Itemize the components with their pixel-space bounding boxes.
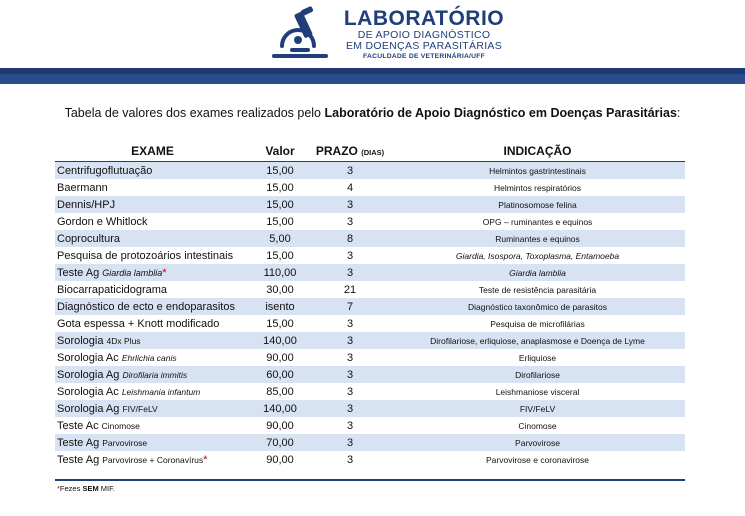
cell-prazo: 3: [310, 366, 390, 383]
cell-indicacao: Erliquiose: [390, 349, 685, 366]
header-indicacao: INDICAÇÃO: [390, 140, 685, 162]
cell-exame: [55, 417, 250, 434]
table-header-row: [55, 140, 685, 162]
table-row: [55, 434, 685, 451]
logo-subtitle-2: EM DOENÇAS PARASITÁRIAS: [345, 40, 503, 52]
table-row: [55, 264, 685, 281]
cell-indicacao: Leishmaniose visceral: [390, 383, 685, 400]
cell-valor: 15,00: [250, 247, 310, 264]
cell-prazo: 3: [310, 434, 390, 451]
exame-prefix: Teste Ag: [57, 436, 103, 449]
header-exame: EXAME: [55, 140, 250, 162]
cell-indicacao: Helmintos gastrintestinais: [390, 162, 685, 180]
cell-indicacao: FIV/FeLV: [390, 400, 685, 417]
exame-species: Leishmania infantum: [121, 386, 201, 397]
exame-prefix: Sorologia Ag: [57, 368, 123, 381]
microscope-icon: [268, 6, 332, 64]
exame-prefix: Teste Ag: [57, 266, 103, 279]
cell-valor: 15,00: [250, 179, 310, 196]
cell-valor: 15,00: [250, 213, 310, 230]
logo-text: [334, 8, 514, 61]
cell-valor: 90,00: [250, 417, 310, 434]
exame-prefix: Teste Ac: [57, 419, 102, 432]
cell-valor: 15,00: [250, 162, 310, 180]
table-row: [55, 332, 685, 349]
cell-valor: 60,00: [250, 366, 310, 383]
cell-exame: [55, 451, 250, 468]
exame-detail: Cinomose: [101, 420, 140, 431]
cell-indicacao: Teste de resistência parasitária: [390, 281, 685, 298]
cell-prazo: 3: [310, 383, 390, 400]
cell-indicacao: Platinosomose felina: [390, 196, 685, 213]
cell-indicacao: Dirofilariose: [390, 366, 685, 383]
exame-species: Dirofilaria immitis: [122, 369, 188, 380]
footnote-text-b: SEM: [82, 484, 99, 493]
cell-prazo: 3: [310, 332, 390, 349]
cell-valor: isento: [250, 298, 310, 315]
cell-valor: 90,00: [250, 451, 310, 468]
exame-footnote-mark: *: [162, 266, 167, 279]
cell-exame: [55, 264, 250, 281]
cell-valor: 70,00: [250, 434, 310, 451]
cell-valor: 90,00: [250, 349, 310, 366]
table-row: [55, 196, 685, 213]
table-row: [55, 162, 685, 180]
cell-exame: [55, 400, 250, 417]
table-row: [55, 281, 685, 298]
cell-valor: 30,00: [250, 281, 310, 298]
exame-detail: Parvovirose: [102, 437, 148, 448]
exame-footnote-mark: *: [203, 453, 208, 466]
table-row: [55, 315, 685, 332]
cell-exame: Baermann: [55, 179, 250, 196]
cell-prazo: 8: [310, 230, 390, 247]
cell-prazo: 3: [310, 213, 390, 230]
exame-prefix: Sorologia Ac: [57, 351, 122, 364]
cell-prazo: 3: [310, 162, 390, 180]
exame-detail: 4Dx Plus: [106, 335, 141, 346]
cell-exame: [55, 383, 250, 400]
cell-valor: 5,00: [250, 230, 310, 247]
table-row: [55, 298, 685, 315]
cell-exame: Biocarrapaticidograma: [55, 281, 250, 298]
cell-valor: 140,00: [250, 332, 310, 349]
intro-suffix: :: [676, 106, 681, 120]
intro-lab-name: Laboratório de Apoio Diagnóstico em Doenças Parasitárias: [324, 106, 677, 120]
footnote: [57, 484, 115, 493]
cell-indicacao: Diagnóstico taxonômico de parasitos: [390, 298, 685, 315]
footnote-text-c: MIF.: [98, 484, 115, 493]
header-valor: Valor: [250, 140, 310, 162]
exame-detail: FIV/FeLV: [122, 403, 158, 414]
exame-species: Giardia lamblia: [102, 267, 163, 278]
cell-exame: Gordon e Whitlock: [55, 213, 250, 230]
cell-prazo: 3: [310, 400, 390, 417]
header: [0, 0, 745, 68]
table-bottom-rule: [55, 479, 685, 481]
table-row: [55, 247, 685, 264]
exame-detail: Parvovirose + Coronavírus: [102, 454, 204, 465]
cell-exame: [55, 349, 250, 366]
logo-subtitle-1: DE APOIO DIAGNÓSTICO: [357, 29, 491, 41]
cell-valor: 15,00: [250, 196, 310, 213]
cell-prazo: 21: [310, 281, 390, 298]
cell-valor: 15,00: [250, 315, 310, 332]
header-prazo-unit: (DIAS): [361, 147, 385, 157]
exame-species: Ehrlichia canis: [121, 352, 177, 363]
cell-indicacao: Cinomose: [390, 417, 685, 434]
table-row: [55, 366, 685, 383]
cell-indicacao: Giardia lamblia: [390, 264, 685, 281]
cell-prazo: 3: [310, 264, 390, 281]
cell-prazo: 3: [310, 315, 390, 332]
exame-prefix: Sorologia Ac: [57, 385, 122, 398]
logo-title: LABORATÓRIO: [343, 7, 505, 30]
cell-exame: Coprocultura: [55, 230, 250, 247]
header-bar: [0, 74, 745, 84]
exame-prefix: Sorologia: [57, 334, 107, 347]
cell-exame: Diagnóstico de ecto e endoparasitos: [55, 298, 250, 315]
cell-exame: Centrifugoflutuação: [55, 162, 250, 180]
header-prazo: [310, 140, 390, 162]
cell-indicacao: Parvovirose e coronavirose: [390, 451, 685, 468]
cell-indicacao: Helmintos respiratórios: [390, 179, 685, 196]
cell-prazo: 3: [310, 417, 390, 434]
table-row: [55, 417, 685, 434]
cell-exame: [55, 332, 250, 349]
cell-prazo: 4: [310, 179, 390, 196]
table-row: [55, 179, 685, 196]
cell-exame: Dennis/HPJ: [55, 196, 250, 213]
exams-table: [55, 140, 685, 468]
cell-prazo: 3: [310, 451, 390, 468]
cell-prazo: 3: [310, 196, 390, 213]
cell-indicacao: Pesquisa de microfilárias: [390, 315, 685, 332]
cell-indicacao: Ruminantes e equinos: [390, 230, 685, 247]
cell-indicacao: OPG – ruminantes e equinos: [390, 213, 685, 230]
cell-exame: [55, 366, 250, 383]
cell-prazo: 3: [310, 349, 390, 366]
table-row: [55, 230, 685, 247]
cell-valor: 140,00: [250, 400, 310, 417]
cell-indicacao: Dirofilariose, erliquiose, anaplasmose e Doença de Lyme: [390, 332, 685, 349]
cell-exame: [55, 434, 250, 451]
cell-exame: Gota espessa + Knott modificado: [55, 315, 250, 332]
exame-prefix: Sorologia Ag: [57, 402, 123, 415]
table-row: [55, 213, 685, 230]
exame-prefix: Teste Ag: [57, 453, 103, 466]
table-row: [55, 349, 685, 366]
cell-indicacao: Giardia, Isospora, Toxoplasma, Entamoeba: [390, 247, 685, 264]
footnote-text-a: Fezes: [59, 484, 83, 493]
logo-faculty: FACULDADE DE VETERINÁRIA/UFF: [363, 53, 485, 60]
intro-text: [0, 106, 745, 120]
table-row: [55, 400, 685, 417]
cell-prazo: 3: [310, 247, 390, 264]
table-row: [55, 451, 685, 468]
table-row: [55, 383, 685, 400]
cell-valor: 85,00: [250, 383, 310, 400]
header-prazo-label: PRAZO: [315, 143, 358, 158]
cell-prazo: 7: [310, 298, 390, 315]
cell-indicacao: Parvovirose: [390, 434, 685, 451]
footnote-star: *: [57, 484, 60, 493]
intro-prefix: Tabela de valores dos exames realizados pelo: [64, 106, 325, 120]
cell-valor: 110,00: [250, 264, 310, 281]
cell-exame: Pesquisa de protozoários intestinais: [55, 247, 250, 264]
